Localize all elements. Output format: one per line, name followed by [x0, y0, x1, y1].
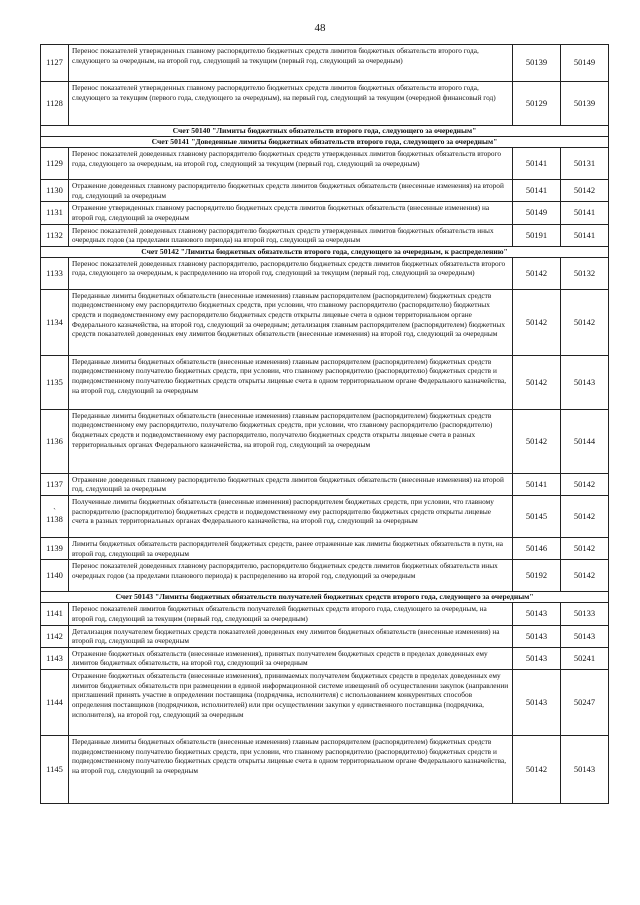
entry-description: Детализация получателем бюджетных средств показателей доведенных ему лимитов бюджетных обязательств (внесенные изменения) на второй год, следующий за очередным	[69, 625, 513, 647]
debit-account: 50142	[513, 355, 561, 409]
row-number-label: 1140	[46, 570, 63, 581]
table-row	[41, 603, 609, 625]
section-header-row	[41, 246, 609, 257]
entry-description: Отражение утвержденных главному распорядителю бюджетных средств лимитов бюджетных обязательств (внесенные изменения) на второй год, следующий за очередным	[69, 202, 513, 224]
row-number	[41, 560, 69, 592]
row-number-label: 1138	[46, 513, 63, 524]
entry-description: Перенос показателей доведенных главному распорядителю бюджетных средств утвержденных лимитов бюджетных обязательств иных очередных годов (за пределами планового периода) на второй год, следующий за очередным	[69, 224, 513, 246]
section-header: Счет 50141 "Доведенные лимиты бюджетных обязательств второго года, следующего за очередным"	[41, 137, 609, 148]
row-number-label: 1132	[46, 229, 63, 240]
table-row	[41, 736, 609, 804]
credit-account: 50139	[561, 82, 609, 126]
row-number	[41, 736, 69, 804]
row-number	[41, 538, 69, 560]
credit-account: 50132	[561, 257, 609, 289]
debit-account: 50192	[513, 560, 561, 592]
row-number-label: 1137	[46, 478, 63, 489]
row-number	[41, 355, 69, 409]
debit-account: 50129	[513, 82, 561, 126]
table-row	[41, 560, 609, 592]
table-row	[41, 647, 609, 669]
row-number-label: 1135	[46, 376, 63, 387]
row-number	[41, 473, 69, 495]
page-number: 48	[314, 22, 326, 34]
row-number-label: 1139	[46, 543, 63, 554]
credit-account: 50142	[561, 496, 609, 538]
table-row	[41, 82, 609, 126]
credit-account: 50143	[561, 625, 609, 647]
entry-description: Переданные лимиты бюджетных обязательств (внесенные изменения) главным распорядителем (распорядителем) бюджетных средств подведомственному получателю бюджетных средств, при условии, что главному распорядителю (распорядителю) бюджетных средств и подведомственному получателю бюджетных средств открыты лицевые счета в одном территориальном органе Федерального казначейства, на второй год, следующий за очередным	[69, 736, 513, 804]
debit-account: 50139	[513, 45, 561, 82]
credit-account: 50241	[561, 647, 609, 669]
entry-description: Отражение бюджетных обязательств (внесенные изменения), принимаемых получателем бюджетных средств в пределах доведенных ему лимитов бюджетных обязательств при размещении в единой информационной системе извещений об осуществлении закупок (направлении приглашений принять участие в определении поставщика (подрядчика, исполнителя) с использованием конкурентных способов определения поставщиков (подрядчиков, исполнителей) или при осуществлении закупки у единственного поставщика (подрядчика, исполнителя), на второй год, следующий за очередным	[69, 670, 513, 736]
credit-account: 50141	[561, 224, 609, 246]
debit-account: 50149	[513, 202, 561, 224]
debit-account: 50141	[513, 473, 561, 495]
row-number-label: 1130	[46, 185, 63, 196]
accounting-entries-table	[40, 44, 609, 804]
credit-account: 50142	[561, 473, 609, 495]
table-row	[41, 473, 609, 495]
entry-description: Перенос показателей доведенных главному распорядителю, распорядителю бюджетных средств лимитов бюджетных обязательств второго года, следующего за очередным, к распределению на второй год, следующий за текущим (первый год, следующий за очередным)	[69, 257, 513, 289]
table-row	[41, 496, 609, 538]
row-number-label: 1136	[46, 435, 63, 446]
table-row	[41, 148, 609, 180]
row-number-label: 1143	[46, 652, 63, 663]
section-header-row	[41, 592, 609, 603]
debit-account: 50142	[513, 736, 561, 804]
row-number-label: 1142	[46, 630, 63, 641]
entry-description: Лимиты бюджетных обязательств распорядителей бюджетных средств, ранее отраженные как лимиты бюджетных обязательств в пути, на второй год, следующий за очередным	[69, 538, 513, 560]
row-number	[41, 148, 69, 180]
credit-account: 50131	[561, 148, 609, 180]
table-row	[41, 625, 609, 647]
row-number-label: 1134	[46, 316, 63, 327]
row-number-label: 1131	[46, 207, 63, 218]
row-number-label: 1127	[46, 57, 63, 68]
row-number	[41, 409, 69, 473]
row-number-label: 1141	[46, 608, 63, 619]
table-row	[41, 355, 609, 409]
entry-description: Перенос показателей доведенных главному распорядителю, распорядителю бюджетных средств лимитов бюджетных обязательств иных очередных годов (за пределами планового периода) к распределению на второй год, следующий за очередным	[69, 560, 513, 592]
row-number	[41, 45, 69, 82]
row-number-label: 1128	[46, 97, 63, 108]
debit-account: 50143	[513, 603, 561, 625]
section-header: Счет 50142 "Лимиты бюджетных обязательств второго года, следующего за очередным, к распределению"	[41, 246, 609, 257]
row-number	[41, 670, 69, 736]
debit-account: 50143	[513, 670, 561, 736]
credit-account: 50141	[561, 202, 609, 224]
credit-account: 50143	[561, 736, 609, 804]
credit-account: 50133	[561, 603, 609, 625]
row-number	[41, 647, 69, 669]
credit-account: 50144	[561, 409, 609, 473]
section-header-row	[41, 137, 609, 148]
row-number-label: 1144	[46, 696, 63, 707]
entry-description: Переданные лимиты бюджетных обязательств (внесенные изменения) главным распорядителем (распорядителем) бюджетных средств подведомственному получателю бюджетных средств, при условии, что главному распорядителю (распорядителю) бюджетных средств и подведомственному получателю бюджетных средств открыты лицевые счета в одном территориальном органе Федерального казначейства, на второй год, следующий за очередным	[69, 355, 513, 409]
section-header: Счет 50143 "Лимиты бюджетных обязательств получателей бюджетных средств второго года, следующего за очередным"	[41, 592, 609, 603]
entry-description: Переданные лимиты бюджетных обязательств (внесенные изменения) главным распорядителем (распорядителем) бюджетных средств подведомственному ему распорядителю, получателю бюджетных средств, при условии, что главному распорядителю (распорядителю) бюджетных средств и подведомственному ему распорядителю, получателю бюджетных средств открыты лицевые счета в разных территориальных органах Федерального казначейства, на второй год, следующий за очередным	[69, 409, 513, 473]
table-row	[41, 224, 609, 246]
debit-account: 50146	[513, 538, 561, 560]
section-header-row	[41, 126, 609, 137]
row-number	[41, 202, 69, 224]
debit-account: 50142	[513, 409, 561, 473]
row-number-label: 1133	[46, 267, 63, 278]
row-number	[41, 496, 69, 538]
entry-description: Отражение доведенных главному распорядителю бюджетных средств лимитов бюджетных обязательств (внесенные изменения) на второй год, следующий за очередным	[69, 180, 513, 202]
debit-account: 50191	[513, 224, 561, 246]
entry-description: Отражение доведенных главному распорядителю бюджетных средств лимитов бюджетных обязательств (внесенные изменения) на второй год, следующий за очередным	[69, 473, 513, 495]
row-number-label: 1145	[46, 763, 63, 774]
table-row	[41, 538, 609, 560]
entry-description: Перенос показателей утвержденных главному распорядителю бюджетных средств лимитов бюджетных обязательств второго года, следующего за очередным, на второй год, следующий за текущим (первый год, следующий за очередным)	[69, 45, 513, 82]
row-number	[41, 224, 69, 246]
row-number	[41, 82, 69, 126]
row-number	[41, 289, 69, 355]
debit-account: 50142	[513, 257, 561, 289]
table-row	[41, 257, 609, 289]
row-number	[41, 603, 69, 625]
table-row	[41, 289, 609, 355]
credit-account: 50142	[561, 560, 609, 592]
credit-account: 50149	[561, 45, 609, 82]
credit-account: 50143	[561, 355, 609, 409]
table-row	[41, 670, 609, 736]
table-row	[41, 180, 609, 202]
row-number-label: 1129	[46, 157, 63, 168]
table-row	[41, 409, 609, 473]
margin-mark: `	[53, 505, 56, 516]
section-header: Счет 50140 "Лимиты бюджетных обязательств второго года, следующего за очередным"	[41, 126, 609, 137]
credit-account: 50142	[561, 180, 609, 202]
debit-account: 50142	[513, 289, 561, 355]
credit-account: 50247	[561, 670, 609, 736]
entry-description: Перенос показателей лимитов бюджетных обязательств получателей бюджетных средств второго года, следующего за очередным, на второй год, следующий за текущим (первый год, следующий за очередным)	[69, 603, 513, 625]
debit-account: 50141	[513, 180, 561, 202]
row-number	[41, 180, 69, 202]
credit-account: 50142	[561, 538, 609, 560]
entry-description: Перенос показателей доведенных главному распорядителю бюджетных средств утвержденных лимитов бюджетных обязательств второго года, следующего за очередным, на второй год, следующий за текущим (первый год, следующий за очередным)	[69, 148, 513, 180]
debit-account: 50141	[513, 148, 561, 180]
row-number	[41, 625, 69, 647]
debit-account: 50145	[513, 496, 561, 538]
debit-account: 50143	[513, 647, 561, 669]
table-row	[41, 202, 609, 224]
credit-account: 50142	[561, 289, 609, 355]
entry-description: Отражение бюджетных обязательств (внесенные изменения), принятых получателем бюджетных средств в пределах доведенных ему лимитов бюджетных обязательств, на второй год, следующий за очередным	[69, 647, 513, 669]
table-row	[41, 45, 609, 82]
debit-account: 50143	[513, 625, 561, 647]
entry-description: Перенос показателей утвержденных главному распорядителю бюджетных средств лимитов бюджетных обязательств второго года, следующего за текущим (первого года, следующего за очередным), на первый год, следующий за текущим (очередной финансовый год)	[69, 82, 513, 126]
row-number	[41, 257, 69, 289]
entry-description: Полученные лимиты бюджетных обязательств (внесенные изменения) распорядителем бюджетных средств, при условии, что главному распорядителю (распорядителю) бюджетных средств и подведомственному ему распорядителю бюджетных средств открыты лицевые счета в разных территориальных органах Федерального казначейства, на второй год, следующий за очередным	[69, 496, 513, 538]
entry-description: Переданные лимиты бюджетных обязательств (внесенные изменения) главным распорядителем (распорядителем) бюджетных средств подведомственному ему распорядителю бюджетных средств, при условии, что главному распорядителю (распорядителю) бюджетных средств и подведомственному ему распорядителю бюджетных средств открыты лицевые счета в одном территориальном органе Федерального казначейства, на второй год, следующий за очередным; детализация главным распорядителем (распорядителем) бюджетных средств показателей доведенных ему лимитов бюджетных обязательств (внесенные изменения) на второй год, следующий за очередным	[69, 289, 513, 355]
